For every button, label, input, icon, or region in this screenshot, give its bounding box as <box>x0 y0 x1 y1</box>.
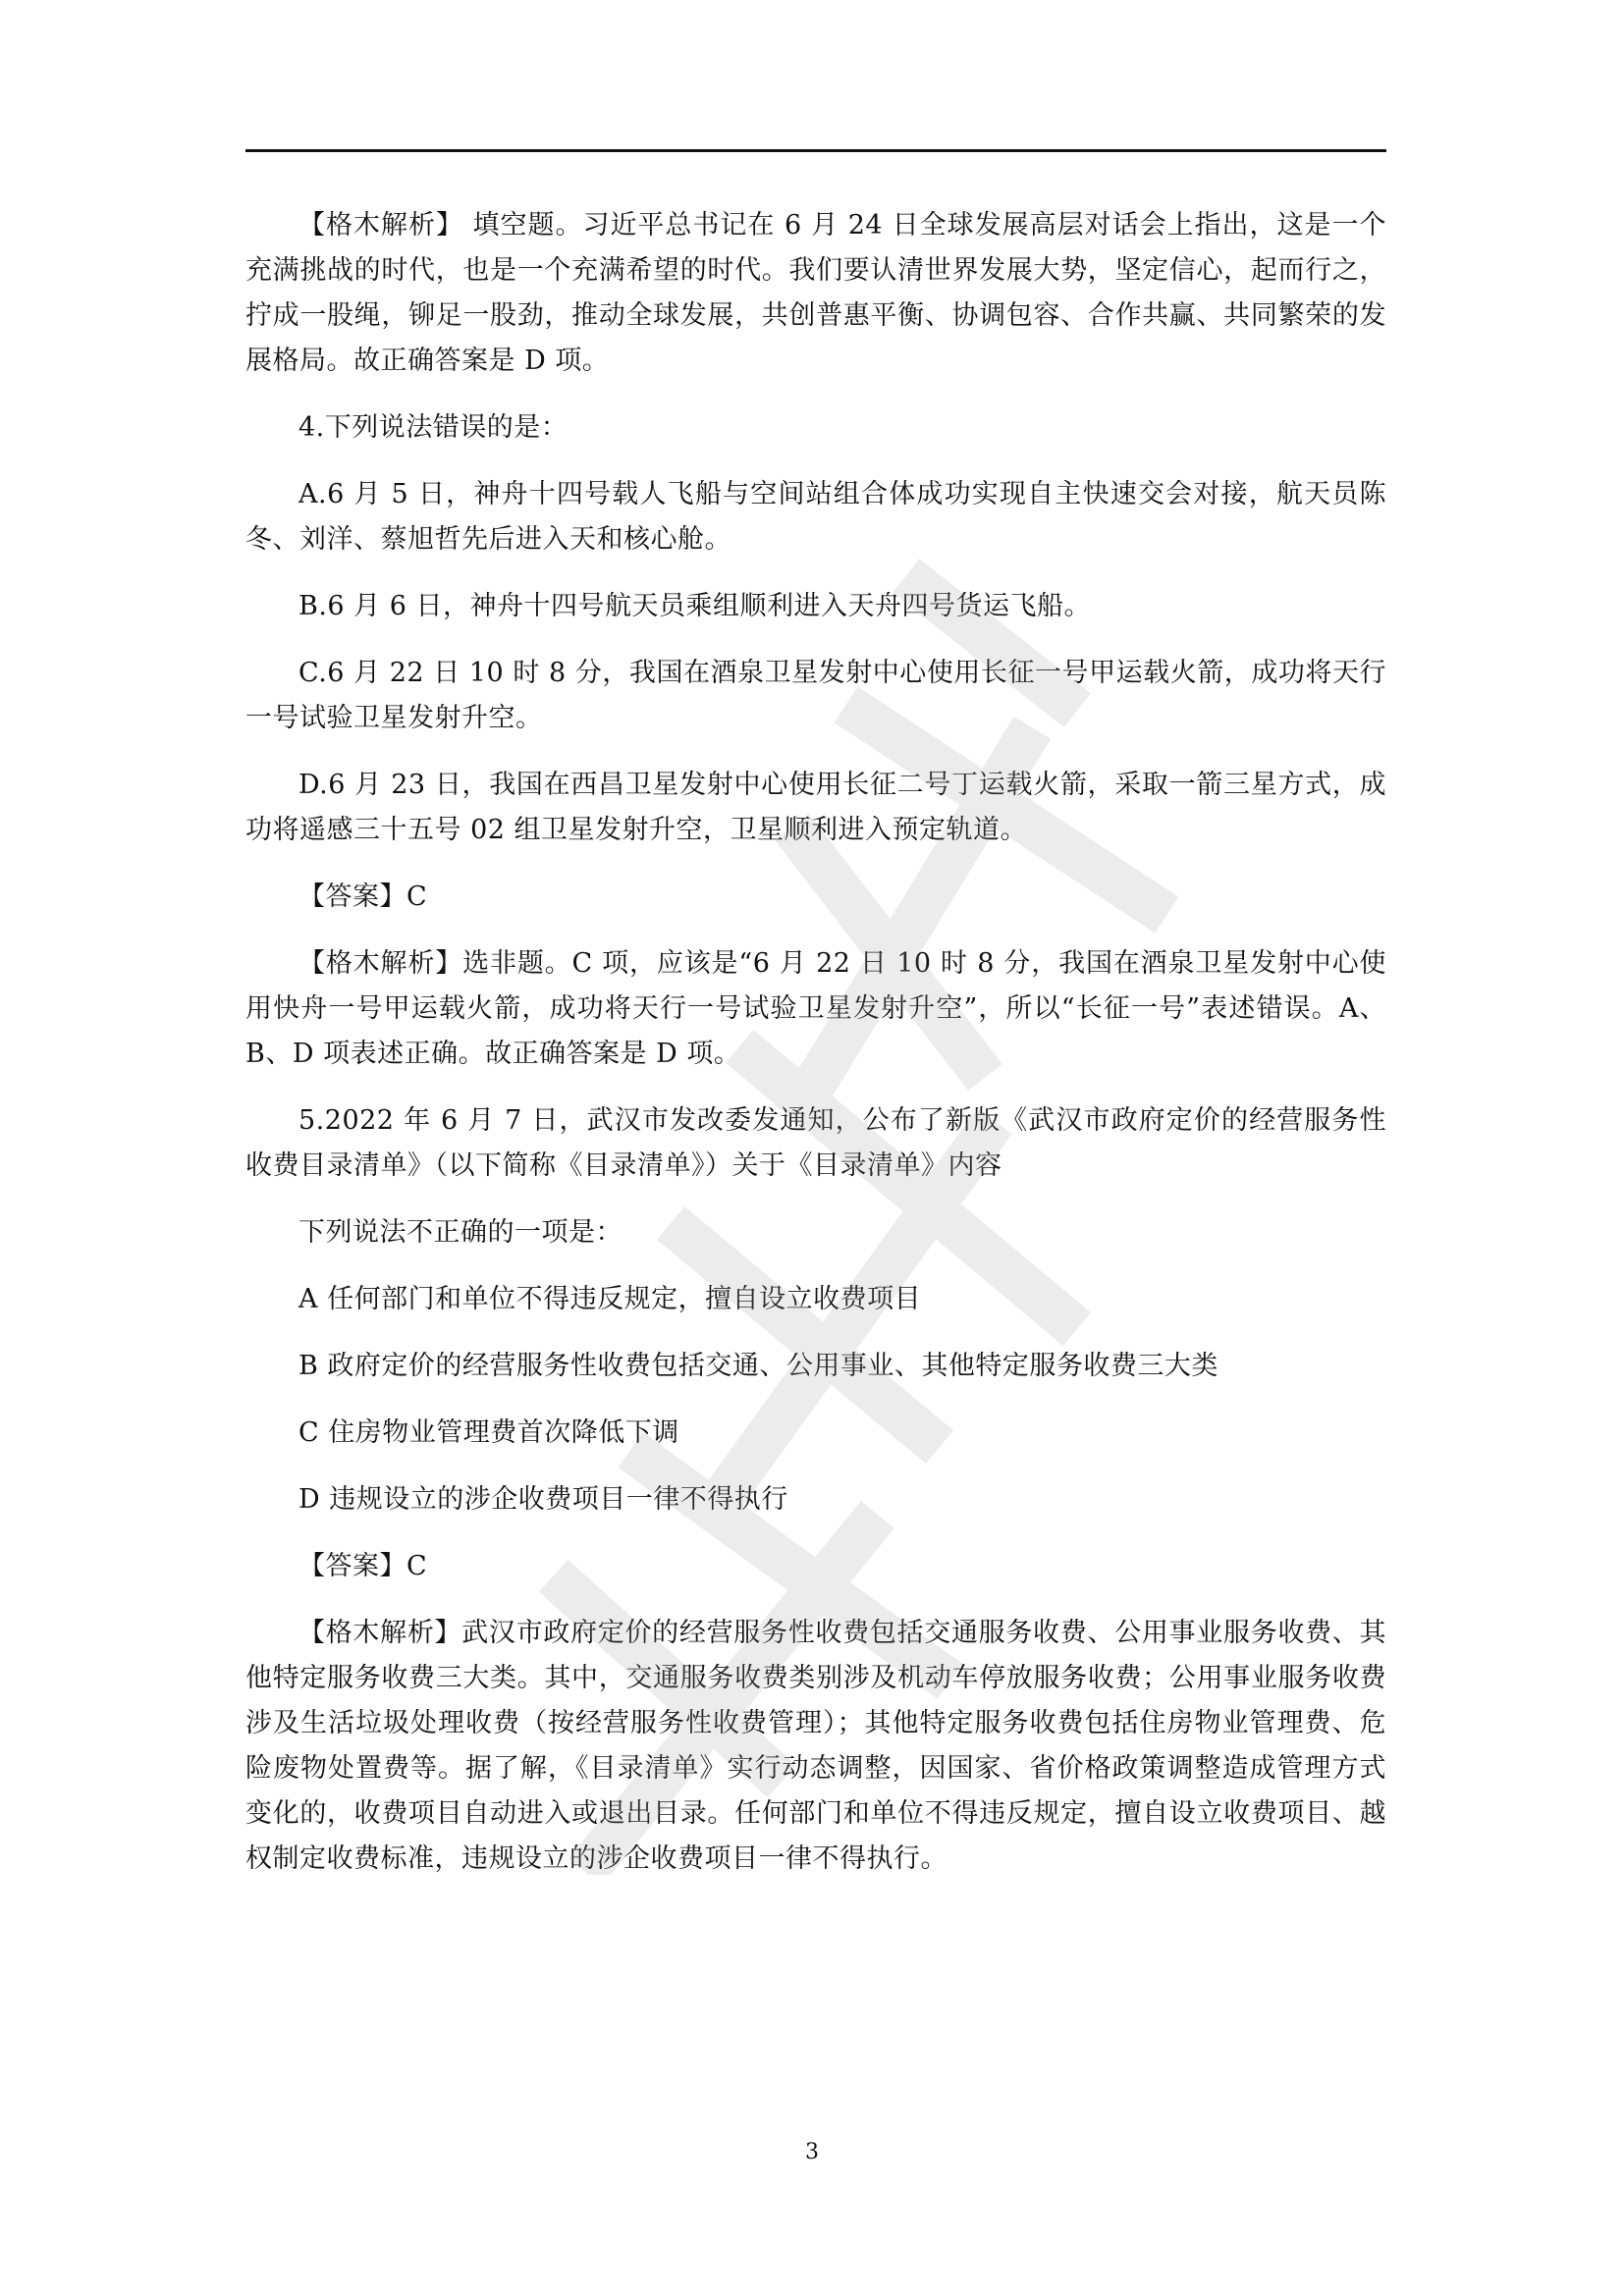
paragraph-analysis-q3: 【格木解析】 填空题。习近平总书记在 6 月 24 日全球发展高层对话会上指出，这是一个充满挑战的时代，也是一个充满希望的时代。我们要认清世界发展大势，坚定信心，起而行之，拧成一股绳，铆足一股劲，推动全球发展，共创普惠平衡、协调包容、合作共赢、共同繁荣的发展格局。故正确答案是 D 项。 <box>245 210 1386 376</box>
question-5-option-d: D 违规设立的涉企收费项目一律不得执行 <box>298 1484 788 1515</box>
question-4-answer: 【答案】C <box>298 881 428 912</box>
question-4-analysis: 【格木解析】选非题。C 项，应该是“6 月 22 日 10 时 8 分，我国在酒泉卫星发射中心使用快舟一号甲运载火箭，成功将天行一号试验卫星发射升空”，所以“长征一号”表述错误。A、B、D 项表述正确。故正确答案是 D 项。 <box>245 948 1386 1069</box>
question-5-answer: 【答案】C <box>298 1551 428 1581</box>
question-4-option-c: C.6 月 22 日 10 时 8 分，我国在酒泉卫星发射中心使用长征一号甲运载火箭，成功将天行一号试验卫星发射升空。 <box>245 658 1386 733</box>
question-5-analysis: 【格木解析】武汉市政府定价的经营服务性收费包括交通服务收费、公用事业服务收费、其他特定服务收费三大类。其中，交通服务收费类别涉及机动车停放服务收费；公用事业服务收费涉及生活垃圾处理收费（按经营服务性收费管理）；其他特定服务收费包括住房物业管理费、危险废物处置费等。据了解，《目录清单》实行动态调整，因国家、省价格政策调整造成管理方式变化的，收费项目自动进入或退出目录。任何部门和单位不得违反规定，擅自设立收费项目、越权制定收费标准，违规设立的涉企收费项目一律不得执行。 <box>245 1618 1386 1874</box>
question-5-stem: 5.2022 年 6 月 7 日，武汉市发改委发通知，公布了新版《武汉市政府定价的经营服务性收费目录清单》（以下简称《目录清单》）关于《目录清单》内容 <box>245 1105 1386 1181</box>
question-5-prompt: 下列说法不正确的一项是： <box>298 1217 623 1248</box>
question-5-option-b: B 政府定价的经营服务性收费包括交通、公用事业、其他特定服务收费三大类 <box>298 1351 1218 1381</box>
document-body <box>245 203 1386 1903</box>
question-5-option-a: A 任何部门和单位不得违反规定，擅自设立收费项目 <box>298 1284 922 1314</box>
header-rule <box>245 149 1386 152</box>
question-4-option-d: D.6 月 23 日，我国在西昌卫星发射中心使用长征二号丁运载火箭，采取一箭三星方式，成功将遥感三十五号 02 组卫星发射升空，卫星顺利进入预定轨道。 <box>245 770 1386 845</box>
page-number: 3 <box>805 2140 819 2164</box>
question-4-option-b: B.6 月 6 日，神舟十四号航天员乘组顺利进入天舟四号货运飞船。 <box>298 591 1092 621</box>
question-4-option-a: A.6 月 5 日，神舟十四号载人飞船与空间站组合体成功实现自主快速交会对接，航天员陈冬、刘洋、蔡旭哲先后进入天和核心舱。 <box>245 479 1386 555</box>
question-4-stem: 4.下列说法错误的是： <box>298 412 568 443</box>
question-5-option-c: C 住房物业管理费首次降低下调 <box>298 1417 679 1448</box>
